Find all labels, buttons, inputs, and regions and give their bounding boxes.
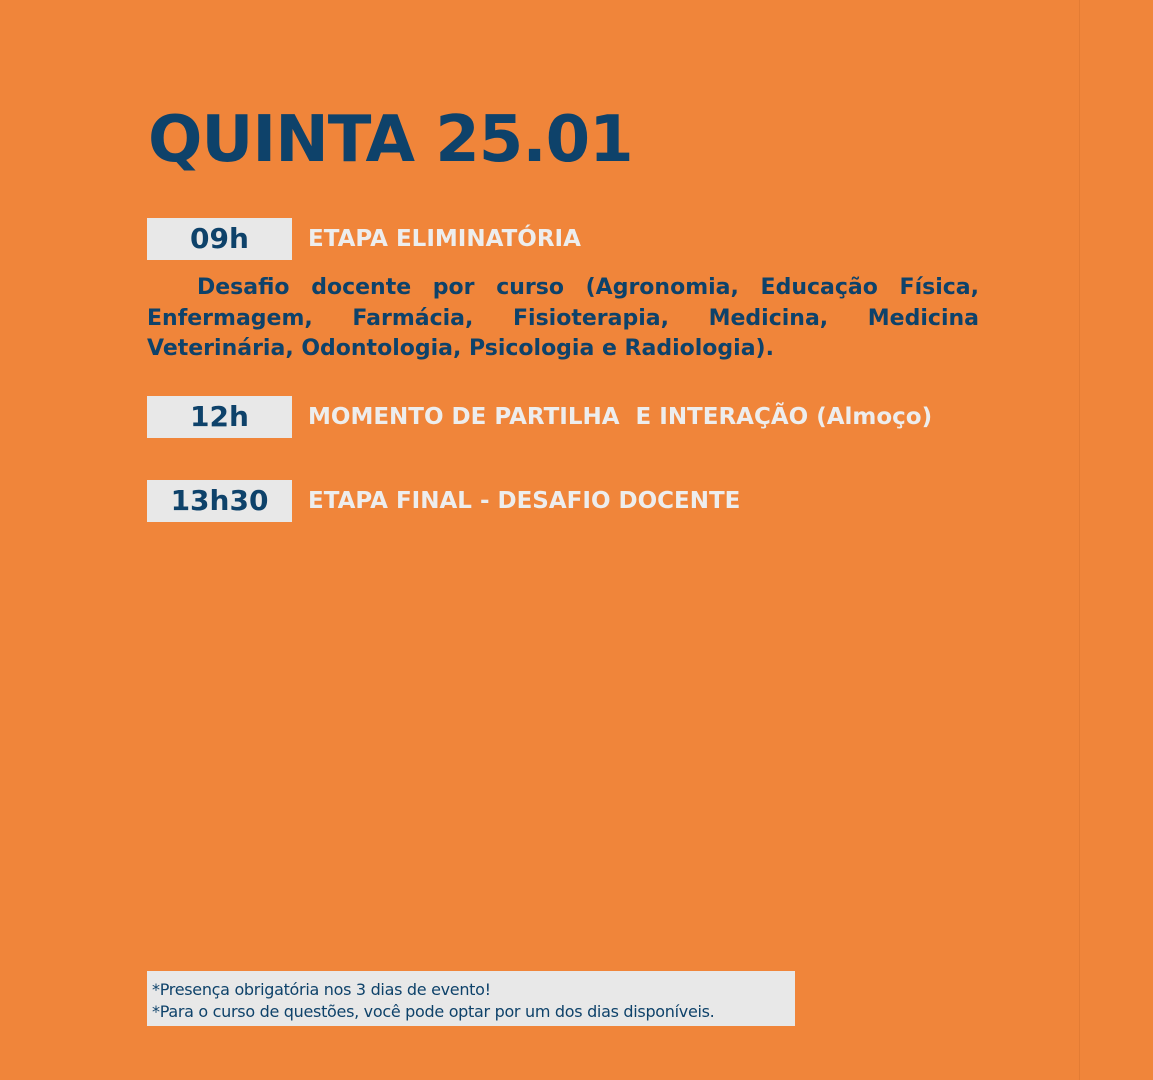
session-time-3: 13h30 — [147, 480, 292, 522]
note-course-day: *Para o curso de questões, você pode optar por um dos dias disponíveis. — [152, 1002, 715, 1021]
edge-divider — [1079, 0, 1080, 1080]
session-time-2: 12h — [147, 396, 292, 438]
session-label-1: ETAPA ELIMINATÓRIA — [308, 226, 581, 252]
page-title: QUINTA 25.01 — [148, 103, 633, 177]
session-description-1: Desafio docente por curso (Agronomia, Educação Física, Enfermagem, Farmácia, Fisioterapia, Medicina, Medicina Veterinária, Odontologia, Psicologia e Radiologia). — [147, 275, 979, 361]
note-attendance: *Presença obrigatória nos 3 dias de evento! — [152, 980, 491, 999]
session-label-3: ETAPA FINAL - DESAFIO DOCENTE — [308, 488, 741, 514]
notes-box — [147, 971, 795, 1026]
session-time-1: 09h — [147, 218, 292, 260]
session-label-2: MOMENTO DE PARTILHA E INTERAÇÃO (Almoço) — [308, 404, 933, 430]
